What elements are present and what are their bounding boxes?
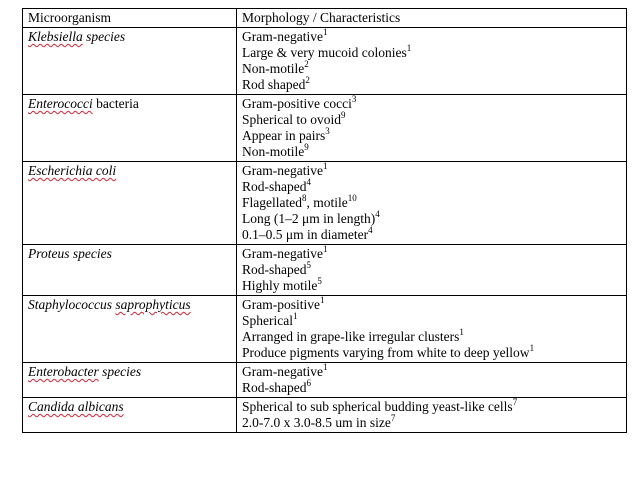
characteristic-text: Arranged in grape-like irregular clusters bbox=[242, 329, 460, 344]
organism-name: Staphylococcus bbox=[28, 297, 112, 312]
characteristics-cell bbox=[237, 363, 627, 398]
characteristic-item bbox=[242, 125, 621, 144]
reference-superscript: 1 bbox=[292, 310, 298, 321]
organism-name: Klebsiella bbox=[28, 29, 83, 44]
reference-superscript: 9 bbox=[304, 141, 309, 152]
header-microorganism: Microorganism bbox=[23, 9, 237, 28]
table-row bbox=[23, 363, 627, 398]
characteristic-item bbox=[242, 26, 621, 45]
characteristic-item bbox=[242, 377, 621, 396]
characteristic-item bbox=[242, 294, 621, 313]
characteristic-text: Appear in pairs bbox=[242, 128, 326, 143]
characteristic-text: Rod-shaped bbox=[242, 179, 307, 194]
table-row bbox=[23, 162, 627, 245]
reference-superscript: 3 bbox=[325, 125, 330, 136]
reference-superscript: 1 bbox=[459, 326, 464, 337]
organism-name: species bbox=[98, 364, 142, 379]
characteristic-item bbox=[242, 42, 621, 61]
reference-superscript: 4 bbox=[368, 224, 373, 235]
characteristic-text: Gram-negative bbox=[242, 29, 323, 44]
organism-name: bacteria bbox=[92, 96, 139, 111]
characteristic-item bbox=[242, 74, 621, 93]
table-row bbox=[23, 398, 627, 433]
characteristic-text: Gram-negative bbox=[242, 364, 323, 379]
characteristics-cell bbox=[237, 28, 627, 95]
table-row bbox=[23, 95, 627, 162]
characteristic-text: Long (1–2 μm in length) bbox=[242, 211, 376, 226]
characteristic-text: Non-motile bbox=[242, 144, 305, 159]
organism-cell bbox=[23, 162, 237, 245]
reference-superscript: 4 bbox=[375, 208, 380, 219]
reference-superscript: 5 bbox=[306, 259, 311, 270]
characteristic-text: Produce pigments varying from white to deep yellow bbox=[242, 345, 530, 360]
table-header-row bbox=[23, 9, 627, 28]
organism-cell bbox=[23, 245, 237, 296]
characteristic-text: Large & very mucoid colonies bbox=[242, 45, 407, 60]
header-morphology: Morphology / Characteristics bbox=[237, 9, 627, 28]
characteristic-item bbox=[242, 93, 621, 112]
characteristic-text: Spherical to sub spherical budding yeast-like cells bbox=[242, 399, 513, 414]
reference-superscript: 2 bbox=[305, 74, 310, 85]
characteristic-text: Rod-shaped bbox=[242, 380, 307, 395]
organism-cell bbox=[23, 95, 237, 162]
organism-name: Enterobacter bbox=[28, 364, 99, 379]
table-row bbox=[23, 245, 627, 296]
reference-superscript: 3 bbox=[351, 93, 357, 104]
reference-superscript: 1 bbox=[322, 361, 328, 372]
characteristic-item bbox=[242, 58, 621, 77]
organism-cell bbox=[23, 363, 237, 398]
reference-superscript: 10 bbox=[347, 192, 357, 203]
characteristic-item bbox=[242, 109, 621, 128]
characteristic-item bbox=[242, 224, 621, 243]
characteristic-text: Rod-shaped bbox=[242, 262, 307, 277]
characteristic-text: Rod shaped bbox=[242, 77, 306, 92]
characteristic-item bbox=[242, 310, 621, 329]
reference-superscript: 5 bbox=[317, 275, 322, 286]
characteristic-text: 2.0-7.0 x 3.0-8.5 um in size bbox=[242, 415, 391, 430]
reference-superscript: 1 bbox=[406, 42, 412, 53]
characteristic-text: Flagellated bbox=[242, 195, 302, 210]
characteristic-item bbox=[242, 243, 621, 262]
table-body bbox=[23, 28, 627, 433]
organism-name: Proteus species bbox=[28, 246, 112, 261]
characteristic-text: Spherical bbox=[242, 313, 293, 328]
reference-superscript: 4 bbox=[306, 176, 311, 187]
characteristics-cell bbox=[237, 162, 627, 245]
organism-cell bbox=[23, 296, 237, 363]
reference-superscript: 8 bbox=[301, 192, 307, 203]
characteristic-item bbox=[242, 208, 621, 227]
characteristic-item bbox=[242, 176, 621, 195]
reference-superscript: 1 bbox=[322, 160, 328, 171]
reference-superscript: 1 bbox=[322, 26, 328, 37]
characteristics-cell bbox=[237, 398, 627, 433]
characteristic-text: Gram-positive bbox=[242, 297, 320, 312]
microorganism-table bbox=[22, 8, 627, 433]
reference-superscript: 1 bbox=[529, 342, 535, 353]
characteristic-text: Gram-negative bbox=[242, 246, 323, 261]
characteristic-item bbox=[242, 326, 621, 345]
characteristic-item bbox=[242, 259, 621, 278]
characteristic-item bbox=[242, 361, 621, 380]
characteristic-text: Gram-negative bbox=[242, 163, 323, 178]
characteristics-cell bbox=[237, 296, 627, 363]
characteristic-item bbox=[242, 342, 621, 361]
reference-superscript: 2 bbox=[304, 58, 309, 69]
organism-cell bbox=[23, 28, 237, 95]
characteristic-text: Spherical to ovoid bbox=[242, 112, 341, 127]
table-row bbox=[23, 28, 627, 95]
organism-name: Candida albicans bbox=[28, 399, 124, 414]
organism-name: saprophyticus bbox=[115, 297, 191, 312]
organism-name: Escherichia coli bbox=[28, 163, 117, 178]
characteristic-item bbox=[242, 160, 621, 179]
reference-superscript: 6 bbox=[306, 377, 311, 388]
characteristic-text: Gram-positive cocci bbox=[242, 96, 352, 111]
organism-name: Enterococci bbox=[28, 96, 93, 111]
characteristic-text: 0.1–0.5 μm in diameter bbox=[242, 227, 369, 242]
reference-superscript: 7 bbox=[390, 412, 396, 423]
organism-name: species bbox=[82, 29, 126, 44]
characteristic-item bbox=[242, 141, 621, 160]
characteristic-item bbox=[242, 192, 621, 211]
table-row bbox=[23, 296, 627, 363]
reference-superscript: 7 bbox=[512, 396, 518, 407]
characteristic-item bbox=[242, 412, 621, 431]
characteristic-item bbox=[242, 275, 621, 294]
organism-cell bbox=[23, 398, 237, 433]
characteristic-suffix: , motile bbox=[306, 195, 348, 210]
characteristic-text: Highly motile bbox=[242, 278, 318, 293]
characteristic-item bbox=[242, 396, 621, 415]
reference-superscript: 9 bbox=[340, 109, 346, 120]
characteristics-cell bbox=[237, 245, 627, 296]
reference-superscript: 1 bbox=[322, 243, 328, 254]
characteristics-cell bbox=[237, 95, 627, 162]
characteristic-text: Non-motile bbox=[242, 61, 305, 76]
reference-superscript: 1 bbox=[319, 294, 325, 305]
